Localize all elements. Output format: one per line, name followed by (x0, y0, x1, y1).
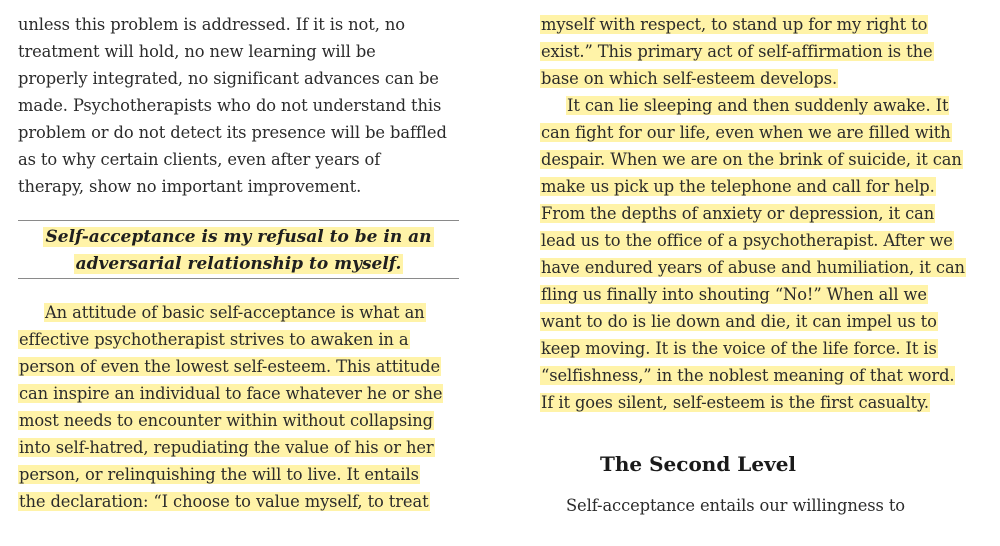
highlighted-text-line: “selfishness,” in the noblest meaning of that word. (541, 366, 955, 385)
text-line: problem or do not detect its presence will be baffled (18, 123, 447, 142)
highlighted-text-line: most needs to encounter within without collapsing (19, 411, 433, 430)
highlighted-text-line: effective psychotherapist strives to awaken in a (19, 330, 409, 349)
highlighted-text-line: can fight for our life, even when we are filled with (541, 123, 951, 142)
highlighted-text-line: want to do is lie down and die, it can impel us to (541, 312, 937, 331)
text-line: therapy, show no important improvement. (18, 177, 362, 196)
pull-quote (18, 224, 459, 278)
highlighted-text-line: exist.” This primary act of self-affirmation is the (541, 42, 933, 61)
pull-quote-line: adversarial relationship to myself. (75, 254, 402, 274)
text-line: treatment will hold, no new learning will be (18, 42, 376, 61)
highlighted-text-line: From the depths of anxiety or depression, it can (541, 204, 935, 223)
highlighted-text-line: lead us to the office of a psychotherapist. After we (541, 231, 953, 250)
text-line: as to why certain clients, even after years of (18, 150, 381, 169)
text-line: made. Psychotherapists who do not understand this (18, 96, 442, 115)
highlighted-text-line: the declaration: “I choose to value myself, to treat (19, 492, 429, 511)
highlighted-text-line: If it goes silent, self-esteem is the first casualty. (541, 393, 929, 412)
highlighted-text-line: base on which self-esteem develops. (541, 69, 838, 88)
text-line: properly integrated, no significant advances can be (18, 69, 439, 88)
highlighted-text-line: despair. When we are on the brink of suicide, it can (541, 150, 962, 169)
highlighted-text-line: person, or relinquishing the will to live. It entails (19, 465, 419, 484)
highlighted-text-line: myself with respect, to stand up for my right to (541, 15, 928, 34)
highlighted-text-line: An attitude of basic self-acceptance is what an (45, 303, 425, 322)
text-line: unless this problem is addressed. If it is not, no (18, 15, 405, 34)
highlighted-text-line: It can lie sleeping and then suddenly awake. It (567, 96, 949, 115)
highlighted-text-line: fling us finally into shouting “No!” When all we (541, 285, 927, 304)
highlighted-text-line: person of even the lowest self-esteem. This attitude (19, 357, 440, 376)
pull-quote-bottom-rule (18, 278, 459, 279)
text-line: Self-acceptance entails our willingness to (566, 496, 905, 515)
highlighted-text-line: into self-hatred, repudiating the value of his or her (19, 438, 434, 457)
highlighted-text-line: keep moving. It is the voice of the life force. It is (541, 339, 937, 358)
section-heading: The Second Level (600, 452, 797, 476)
highlighted-text-line: make us pick up the telephone and call for help. (541, 177, 935, 196)
pull-quote-line: Self-acceptance is my refusal to be in an (45, 227, 432, 247)
pull-quote-top-rule (18, 220, 459, 221)
highlighted-text-line: have endured years of abuse and humiliation, it can (541, 258, 965, 277)
highlighted-text-line: can inspire an individual to face whatever he or she (19, 384, 443, 403)
